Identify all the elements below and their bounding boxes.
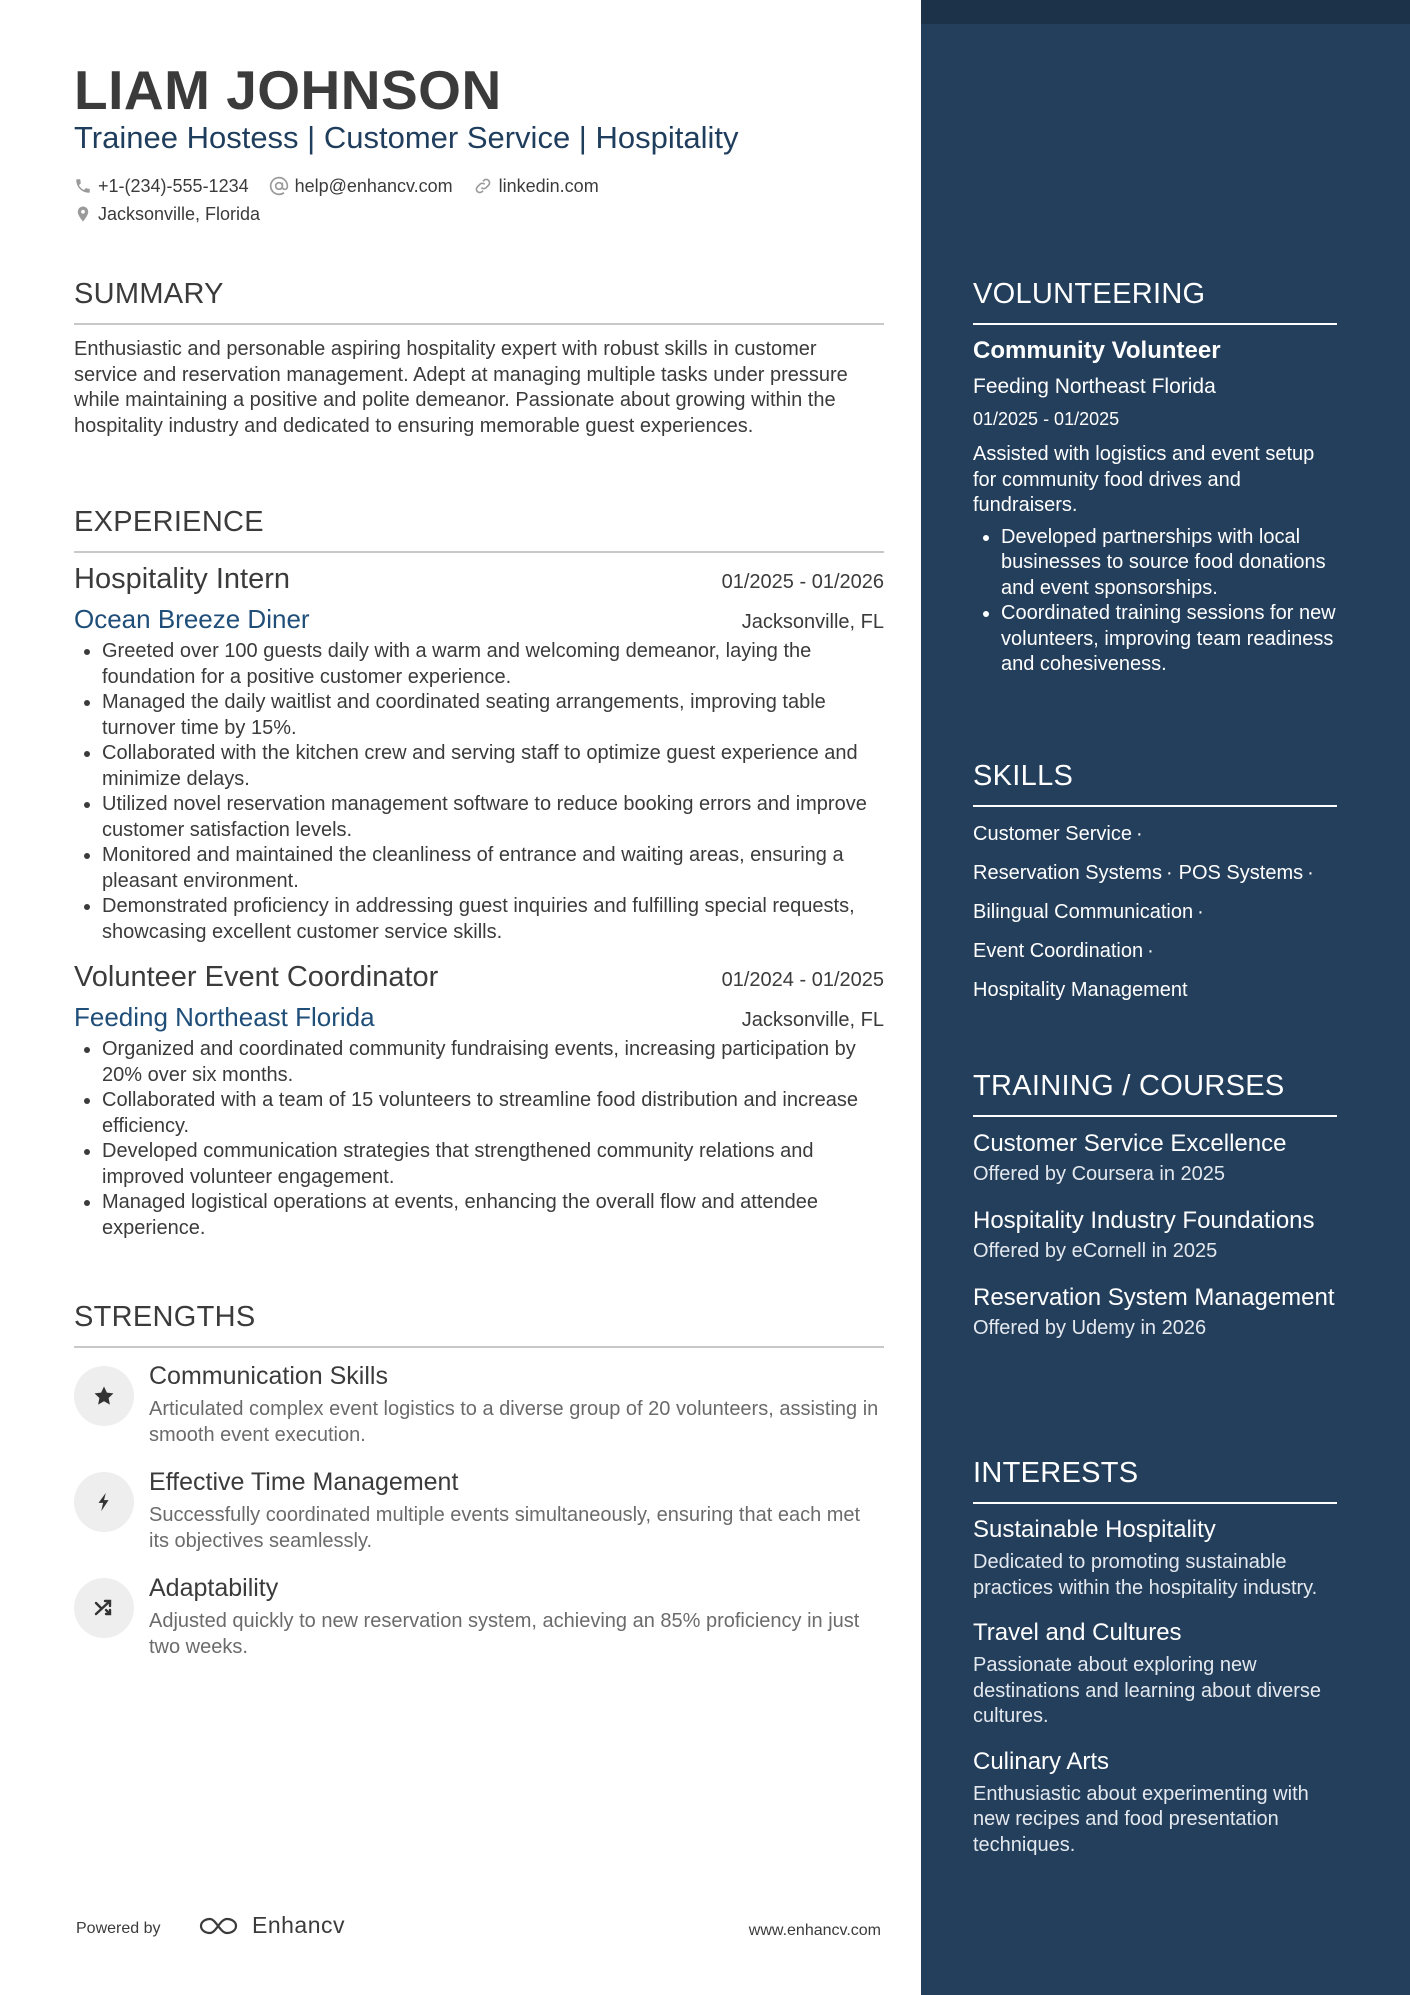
location-text: Jacksonville, Florida [98, 203, 261, 224]
strength-description: Adjusted quickly to new reservation system, achieving an 85% proficiency in just two weeks. [149, 1610, 860, 1658]
course-provider: Offered by eCornell in 2025 [973, 1240, 1218, 1262]
interest-title: Culinary Arts [973, 1747, 1110, 1775]
interest-item [973, 1748, 1337, 1859]
email-contact[interactable] [269, 176, 453, 197]
headline: Trainee Hostess | Customer Service | Hospitality [74, 120, 739, 155]
job-bullet: • Collaborated with the kitchen crew and serving staff to optimize guest experience and minimize delays. [102, 741, 884, 792]
job-entry [74, 961, 884, 1241]
linkedin-url: linkedin.com [498, 175, 599, 196]
volunteer-organization: Feeding Northeast Florida [973, 375, 1216, 398]
link-icon [473, 176, 493, 196]
course-name: Customer Service Excellence [973, 1130, 1287, 1157]
skill-row [973, 979, 1337, 1002]
strength-description: Articulated complex event logistics to a diverse group of 20 volunteers, assisting in smooth event execution. [149, 1398, 879, 1446]
interest-item [973, 1516, 1337, 1601]
job-bullet: • Organized and coordinated community fundraising events, increasing participation by 20% over six months. [102, 1037, 884, 1088]
course-provider: Offered by Coursera in 2025 [973, 1163, 1226, 1185]
job-bullet: • Managed the daily waitlist and coordinated seating arrangements, improving table turnover time by 15%. [102, 690, 884, 741]
strengths-section [74, 1301, 884, 1660]
strength-description: Successfully coordinated multiple events simultaneously, ensuring that each met its objectives seamlessly. [149, 1504, 861, 1552]
strength-item [74, 1468, 884, 1554]
skill-item: Reservation Systems [973, 862, 1162, 884]
skills-title: SKILLS [973, 760, 1337, 807]
skill-item: Customer Service [973, 823, 1132, 845]
job-company: Ocean Breeze Diner [74, 604, 310, 634]
course-item [973, 1129, 1337, 1186]
job-location: Jacksonville, FL [741, 1009, 884, 1031]
job-bullet: • Monitored and maintained the cleanliness of entrance and waiting areas, ensuring a pleasant environment. [102, 843, 884, 894]
course-item [973, 1283, 1337, 1340]
phone-icon [74, 177, 92, 195]
summary-text: Enthusiastic and personable aspiring hospitality expert with robust skills in customer service and reservation management. Adept at managing multiple tasks under pressure while maintaining a positive and polite demeanor. Passionate about growing within the hospitality industry and dedicated to ensuring memorable guest experiences. [74, 338, 848, 437]
course-item [973, 1206, 1337, 1263]
summary-section [74, 278, 884, 439]
skill-item: Event Coordination [973, 940, 1144, 962]
interests-section [973, 1457, 1337, 1858]
interest-item [973, 1619, 1337, 1730]
strength-icon-badge [74, 1578, 134, 1638]
course-name: Reservation System Management [973, 1284, 1335, 1311]
strength-title: Effective Time Management [149, 1468, 459, 1496]
job-bullets [74, 639, 884, 945]
interest-title: Travel and Cultures [973, 1619, 1182, 1646]
interests-title: INTERESTS [973, 1457, 1337, 1504]
contact-info [74, 172, 619, 228]
volunteer-description: Assisted with logistics and event setup for community food drives and fundraisers. [973, 443, 1315, 516]
interest-description: Dedicated to promoting sustainable practices within the hospitality industry. [973, 1551, 1318, 1599]
job-bullet: • Managed logistical operations at events, enhancing the overall flow and attendee experience. [102, 1190, 884, 1241]
experience-title: EXPERIENCE [74, 506, 884, 553]
email-address: help@enhancv.com [294, 175, 453, 196]
job-bullet: • Demonstrated proficiency in addressing guest inquiries and fulfilling special requests, showcasing excellent customer service skills. [102, 894, 884, 945]
location-contact [74, 204, 260, 225]
job-bullet: • Greeted over 100 guests daily with a warm and welcoming demeanor, laying the foundation for a positive customer experience. [102, 639, 884, 690]
skill-row [973, 940, 1337, 963]
strength-title: Adaptability [149, 1574, 279, 1602]
phone-number: +1-(234)-555-1234 [98, 175, 249, 196]
training-section [973, 1070, 1337, 1340]
star-icon [92, 1384, 116, 1408]
job-entry [74, 563, 884, 945]
skill-separator: · [1147, 940, 1154, 962]
job-bullets [74, 1037, 884, 1241]
sidebar [921, 0, 1410, 1995]
summary-title: SUMMARY [74, 278, 884, 325]
strength-title: Communication Skills [149, 1362, 388, 1390]
interest-title: Sustainable Hospitality [973, 1516, 1216, 1543]
skill-row [973, 901, 1337, 924]
volunteering-section [973, 278, 1337, 678]
job-bullet: • Collaborated with a team of 15 volunteers to streamline food distribution and increase efficiency. [102, 1088, 884, 1139]
linkedin-contact[interactable] [473, 176, 599, 197]
job-company: Feeding Northeast Florida [74, 1002, 375, 1032]
volunteer-dates: 01/2025 - 01/2025 [973, 409, 1120, 429]
location-pin-icon [74, 204, 92, 224]
strength-item [74, 1362, 884, 1448]
job-dates: 01/2024 - 01/2025 [721, 969, 884, 991]
enhancv-logo-icon [196, 1914, 242, 1938]
sidebar-top-band [921, 0, 1410, 24]
job-title: Hospitality Intern [74, 563, 290, 595]
brand-name: Enhancv [252, 1912, 346, 1938]
experience-section [74, 506, 884, 1241]
interest-description: Enthusiastic about experimenting with new recipes and food presentation techniques. [973, 1782, 1309, 1856]
lightning-icon [93, 1490, 115, 1514]
job-title: Volunteer Event Coordinator [74, 961, 439, 993]
skill-separator: · [1135, 823, 1143, 845]
skills-section [973, 760, 1337, 1002]
job-bullet: • Utilized novel reservation management software to reduce booking errors and improve customer satisfaction levels. [102, 792, 884, 843]
course-name: Hospitality Industry Foundations [973, 1207, 1315, 1234]
strengths-title: STRENGTHS [74, 1301, 884, 1348]
skill-item: POS Systems [1178, 862, 1304, 884]
job-location: Jacksonville, FL [741, 611, 884, 633]
volunteer-bullet: • Coordinated training sessions for new volunteers, improving team readiness and cohesiveness. [1001, 601, 1337, 678]
powered-by-label: Powered by [76, 1920, 161, 1937]
training-title: TRAINING / COURSES [973, 1070, 1337, 1117]
job-dates: 01/2025 - 01/2026 [721, 571, 884, 593]
volunteer-bullets [973, 525, 1337, 678]
footer [76, 1912, 881, 1952]
skill-separator: · [1165, 862, 1173, 884]
job-bullet: • Developed communication strategies that strengthened community relations and improved volunteer engagement. [102, 1139, 884, 1190]
website-link[interactable]: www.enhancv.com [748, 1922, 881, 1939]
course-provider: Offered by Udemy in 2026 [973, 1317, 1207, 1339]
skill-separator: · [1307, 862, 1314, 884]
volunteer-bullet: • Developed partnerships with local businesses to source food donations and event sponsorships. [1001, 525, 1337, 602]
interest-description: Passionate about exploring new destinations and learning about diverse cultures. [973, 1654, 1322, 1727]
skill-item: Hospitality Management [973, 979, 1188, 1001]
strength-icon-badge [74, 1472, 134, 1532]
skill-row [973, 862, 1337, 885]
at-icon [269, 176, 289, 196]
volunteering-title: VOLUNTEERING [973, 278, 1337, 325]
strength-item [74, 1574, 884, 1660]
volunteer-role: Community Volunteer [973, 337, 1221, 364]
candidate-name: LIAM JOHNSON [74, 59, 502, 121]
skill-row [973, 823, 1337, 846]
shuffle-icon [92, 1596, 116, 1620]
brand-logo[interactable] [196, 1912, 345, 1939]
strength-icon-badge [74, 1366, 134, 1426]
skill-separator: · [1197, 901, 1204, 923]
skill-item: Bilingual Communication [973, 901, 1194, 923]
phone-contact[interactable] [74, 176, 249, 197]
